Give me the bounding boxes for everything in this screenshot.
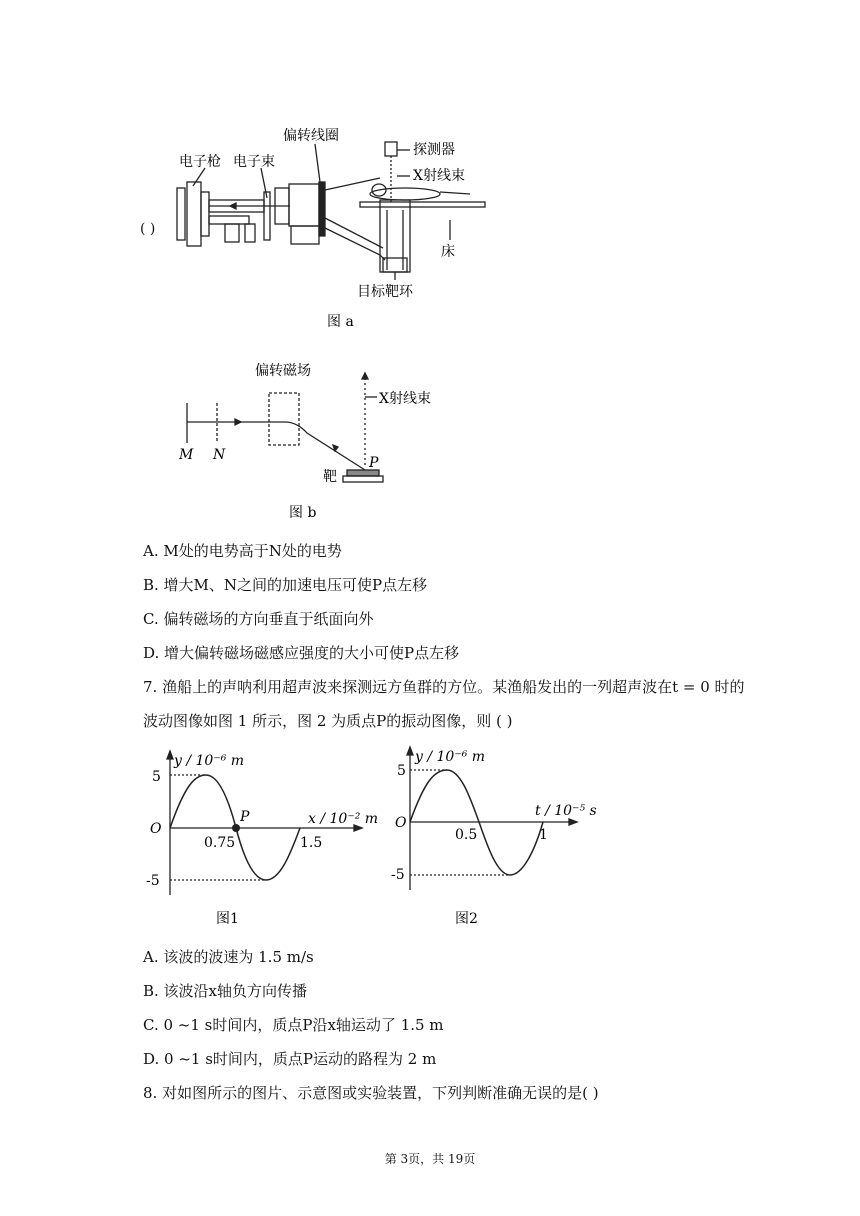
fig2-xtick-05: 0.5: [455, 827, 478, 843]
label-xray: X射线束: [413, 168, 465, 184]
fig2-origin: O: [395, 815, 407, 831]
label-detector: 探测器: [413, 142, 455, 158]
label-M: M: [179, 447, 194, 463]
fig2-ylabel: y / 10⁻⁶ m: [415, 749, 486, 765]
label-N: N: [213, 447, 226, 463]
fig1-ytick-neg5: -5: [146, 873, 160, 889]
label-beam: 电子束: [233, 154, 275, 170]
label-target-b: 靶: [323, 469, 337, 485]
label-bed: 床: [441, 244, 455, 260]
fig1-xtick-075: 0.75: [204, 835, 236, 851]
fig2-ytick-5: 5: [397, 763, 406, 779]
q6-paren: ( ): [140, 221, 156, 237]
q7-option-a[interactable]: A. 该波的波速为 1.5 m/s: [143, 948, 314, 966]
fig2-xlabel: t / 10⁻⁵ s: [535, 803, 597, 819]
figure-1-wave: [140, 745, 380, 935]
q6-option-c[interactable]: C. 偏转磁场的方向垂直于纸面向外: [143, 610, 374, 628]
fig1-xtick-15: 1.5: [300, 835, 323, 851]
page-footer: 第 3页，共 19页: [384, 1152, 476, 1166]
q7-option-c[interactable]: C. 0 ~1 s时间内，质点P沿x轴运动了 1.5 m: [143, 1016, 444, 1034]
caption-fig-b: 图 b: [289, 505, 317, 521]
q7-option-d[interactable]: D. 0 ~1 s时间内，质点P运动的路程为 2 m: [143, 1050, 437, 1068]
label-xray-b: X射线束: [379, 391, 431, 407]
figure-2-vibration: [385, 745, 605, 935]
label-coil: 偏转线圈: [283, 128, 339, 144]
fig1-ylabel: y / 10⁻⁶ m: [174, 753, 245, 769]
fig2-caption: 图2: [455, 911, 478, 927]
fig1-origin: O: [150, 821, 162, 837]
fig1-p-label: P: [240, 809, 250, 825]
q7-option-b[interactable]: B. 该波沿x轴负方向传播: [143, 982, 308, 1000]
figure-a: [165, 120, 505, 340]
q6-option-a[interactable]: A. M处的电势高于N处的电势: [143, 542, 342, 560]
fig1-xlabel: x / 10⁻² m: [308, 811, 379, 827]
label-target: 目标靶环: [357, 284, 413, 300]
label-gun: 电子枪: [179, 154, 221, 170]
q6-option-d[interactable]: D. 增大偏转磁场磁感应强度的大小可使P点左移: [143, 644, 460, 662]
fig1-caption: 图1: [216, 911, 239, 927]
figure-b: [165, 355, 465, 530]
q8-stem: 8. 对如图所示的图片、示意图或实验装置，下列判断准确无误的是( ): [143, 1084, 599, 1102]
label-P: P: [369, 455, 379, 471]
label-field: 偏转磁场: [255, 363, 311, 379]
caption-fig-a: 图 a: [327, 314, 354, 330]
q7-stem-line1: 7. 渔船上的声呐利用超声波来探测远方鱼群的方位。某渔船发出的一列超声波在t = 0 时的: [143, 678, 745, 696]
q7-stem-line2: 波动图像如图 1 所示，图 2 为质点P的振动图像，则 ( ): [143, 712, 513, 730]
fig2-xtick-1: 1: [539, 827, 548, 843]
fig2-ytick-neg5: -5: [391, 867, 405, 883]
fig1-ytick-5: 5: [152, 769, 161, 785]
q6-option-b[interactable]: B. 增大M、N之间的加速电压可使P点左移: [143, 576, 428, 594]
